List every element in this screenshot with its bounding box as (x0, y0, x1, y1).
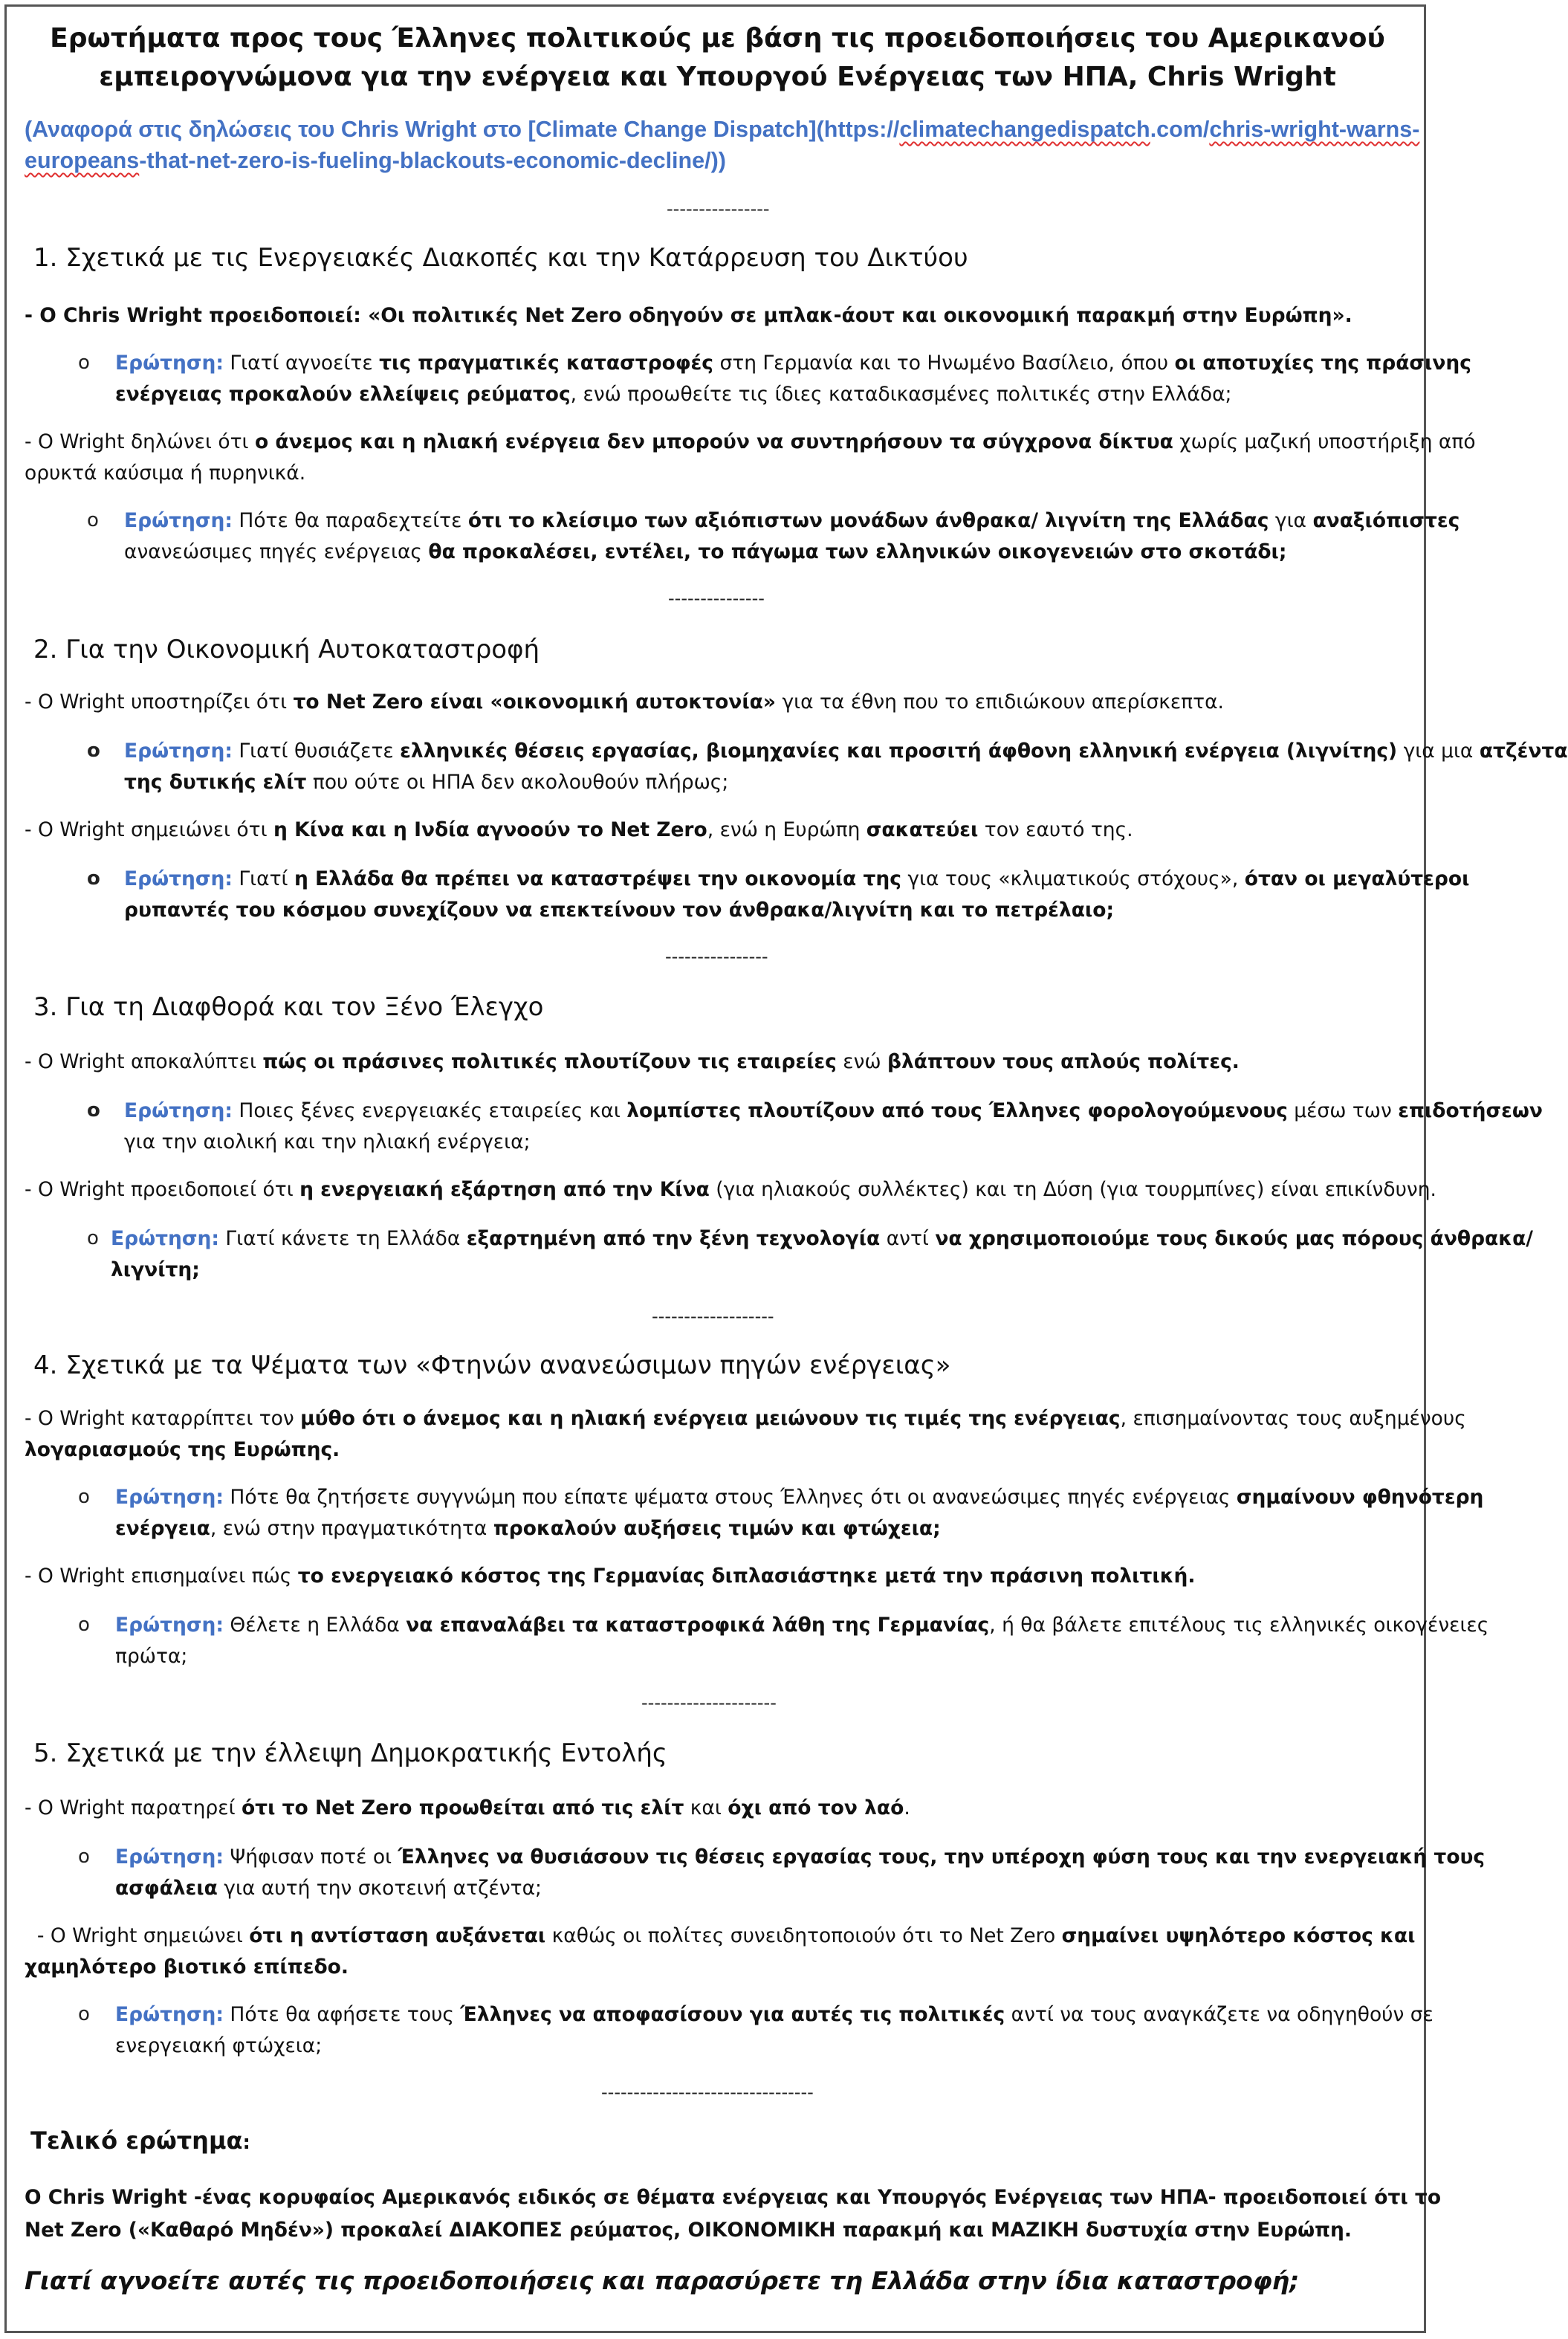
text: , ενώ προωθείτε τις ίδιες καταδικασμένες πολιτικές στην Ελλάδα; (570, 383, 1232, 406)
text: για τους «κλιματικούς στόχους», (901, 867, 1245, 890)
text-bold: οι αποτυχίες της πράσινης (1174, 352, 1471, 375)
question-line (115, 2003, 1433, 2026)
text: για αυτή την σκοτεινή ατζέντα; (217, 1877, 542, 1900)
statement (25, 1924, 1415, 1947)
text-bold: λομπίστες πλουτίζουν από τους Έλληνες φορολογούμενους (626, 1099, 1288, 1122)
bullet-icon: o (78, 352, 90, 374)
text-bold: σημαίνει υψηλότερο κόστος και (1061, 1924, 1416, 1947)
section-heading-4: 4. Σχετικά με τα Ψέματα των «Φτηνών ανανεώσιμων πηγών ενέργειας» (33, 1350, 951, 1380)
text: και (684, 1796, 728, 1819)
text: για (1269, 509, 1313, 532)
question-line (111, 1227, 1533, 1250)
question-line (115, 383, 1231, 406)
text: , ενώ στην πραγματικότητα (210, 1517, 493, 1540)
text-bold: της δυτικής ελίτ (124, 771, 307, 794)
text: (για ηλιακούς συλλέκτες) και τη Δύση (για τουρμπίνες) είναι επικίνδυνη. (709, 1178, 1436, 1201)
text: ανανεώσιμες πηγές ενέργειας (124, 540, 429, 563)
question-line (115, 352, 1471, 375)
text-bold: μύθο ότι ο άνεμος και η ηλιακή ενέργεια μειώνουν τις τιμές της ενέργειας (300, 1407, 1121, 1430)
bullet-icon: o (87, 1099, 100, 1122)
final-heading (30, 2126, 250, 2155)
question-line: λιγνίτη; (111, 1258, 200, 1281)
text-bold: η Κίνα και η Ινδία αγνοούν το Net Zero (273, 818, 707, 841)
statement (25, 1407, 1466, 1430)
question-line (115, 1845, 1485, 1869)
statement: - Ο Chris Wright προειδοποιεί: «Οι πολιτικές Net Zero οδηγούν σε μπλακ-άουτ και οικονομική παρακμή στην Ευρώπη». (25, 304, 1352, 327)
reference-link-part[interactable]: europeans (25, 148, 140, 173)
separator: ---------------- (665, 946, 768, 967)
separator: ------------------- (652, 1306, 774, 1327)
text: αντί (880, 1227, 936, 1250)
text: . (904, 1796, 910, 1819)
statement (25, 1565, 1195, 1588)
text-bold: να χρησιμοποιούμε τους δικούς μας πόρους άνθρακα/ (935, 1227, 1533, 1250)
text-bold: η Ελλάδα θα πρέπει να καταστρέψει την οικονομία της (294, 867, 901, 890)
text: Θέλετε η Ελλάδα (223, 1614, 406, 1637)
text: Πότε θα παραδεχτείτε (232, 509, 468, 532)
text-bold: σακατεύει (866, 818, 979, 841)
text: Πότε θα αφήσετε τους (223, 2003, 461, 2026)
text-bold: ενέργειας προκαλούν ελλείψεις ρεύματος (115, 383, 571, 406)
question-label: Ερώτηση: (124, 1099, 233, 1122)
text-bold: προκαλούν αυξήσεις τιμών και φτώχεια; (493, 1517, 941, 1540)
question-line (124, 867, 1469, 890)
title-line-1: Ερωτήματα προς τους Έλληνες πολιτικούς με βάση τις προειδοποιήσεις του Αμερικανού (50, 23, 1385, 54)
separator: --------------- (668, 588, 765, 609)
question-line (124, 1099, 1543, 1122)
question-line (115, 1614, 1488, 1637)
text: - Ο Wright αποκαλύπτει (25, 1050, 263, 1073)
text-bold: όταν οι μεγαλύτεροι (1244, 867, 1470, 890)
text: Πότε θα ζητήσετε συγγνώμη που είπατε ψέματα στους Έλληνες ότι οι ανανεώσιμες πηγές ενέργειας (223, 1486, 1237, 1509)
bullet-icon: o (87, 740, 100, 762)
text: - Ο Wright παρατηρεί (25, 1796, 242, 1819)
text-bold: Έλληνες να αποφασίσουν για αυτές τις πολιτικές (460, 2003, 1005, 2026)
bullet-icon: o (78, 1845, 90, 1868)
question-label: Ερώτηση: (124, 509, 233, 532)
statement (25, 430, 1476, 453)
reference-text: -that-net-zero-is-fueling-blackouts-economic-decline/)) (139, 148, 726, 173)
text: - Ο Wright υποστηρίζει ότι (25, 690, 294, 714)
statement: χαμηλότερο βιοτικό επίπεδο. (25, 1955, 349, 1979)
text: Ψήφισαν ποτέ οι (223, 1845, 398, 1869)
text: Ποιες ξένες ενεργειακές εταιρείες και (232, 1099, 627, 1122)
text-bold: το Net Zero είναι «οικονομική αυτοκτονία» (293, 690, 777, 714)
text-bold: ο άνεμος και η ηλιακή ενέργεια δεν μπορούν να συντηρήσουν τα σύγχρονα δίκτυα (254, 430, 1173, 453)
question-line: για την αιολική και την ηλιακή ενέργεια; (124, 1130, 531, 1154)
text: ενώ (836, 1050, 888, 1073)
question-label: Ερώτηση: (115, 352, 224, 375)
statement (25, 1050, 1240, 1073)
bullet-icon: o (87, 867, 100, 890)
text-bold: ότι το κλείσιμο των αξιόπιστων μονάδων άνθρακα/ λιγνίτη της Ελλάδας (467, 509, 1269, 532)
bullet-icon: o (87, 1227, 99, 1249)
text-bold: το ενεργειακό κόστος της Γερμανίας διπλασιάστηκε μετά την πράσινη πολιτική. (297, 1565, 1196, 1588)
closing-question: Γιατί αγνοείτε αυτές τις προειδοποιήσεις και παρασύρετε τη Ελλάδα στην ίδια καταστροφή; (25, 2266, 1300, 2295)
question-line: πρώτα; (115, 1645, 188, 1668)
text: Γιατί κάνετε τη Ελλάδα (218, 1227, 467, 1250)
text: για τα έθνη που το επιδιώκουν απερίσκεπτα. (776, 690, 1224, 714)
statement: ορυκτά καύσιμα ή πυρηνικά. (25, 462, 306, 485)
question-line (124, 540, 1286, 563)
question-line: ενεργειακή φτώχεια; (115, 2034, 323, 2057)
separator: --------------------- (641, 1692, 777, 1713)
question-line (124, 771, 728, 794)
question-label: Ερώτηση: (115, 2003, 224, 2026)
question-label: Ερώτηση: (124, 740, 233, 763)
question-line (124, 740, 1568, 763)
final-heading-text: Τελικό ερώτημα (30, 2126, 243, 2155)
text-bold: ότι η αντίσταση αυξάνεται (249, 1924, 546, 1947)
text-bold: εξαρτημένη από την ξένη τεχνολογία (466, 1227, 881, 1250)
text: αντί να τους αναγκάζετε να οδηγηθούν σε (1005, 2003, 1433, 2026)
question-line (124, 509, 1460, 532)
reference-text: .com/ (1150, 117, 1210, 142)
question-label: Ερώτηση: (115, 1614, 224, 1637)
section-heading-5: 5. Σχετικά με την έλλειψη Δημοκρατικής Εντολής (33, 1738, 667, 1768)
text: τον εαυτό της. (978, 818, 1133, 841)
statement (25, 1178, 1436, 1201)
section-heading-3: 3. Για τη Διαφθορά και τον Ξένο Έλεγχο (33, 992, 544, 1022)
text: - Ο Wright επισημαίνει πώς (25, 1565, 298, 1588)
bullet-icon: o (78, 1614, 90, 1636)
text-bold: ατζέντα (1479, 740, 1568, 763)
statement: λογαριασμούς της Ευρώπης. (25, 1438, 340, 1461)
question-line: ρυπαντές του κόσμου συνεχίζουν να επεκτείνουν τον άνθρακα/λιγνίτη και το πετρέλαιο; (124, 899, 1115, 922)
statement (25, 818, 1133, 841)
statement (25, 1796, 910, 1819)
text-bold: πώς οι πράσινες πολιτικές πλουτίζουν τις εταιρείες (262, 1050, 837, 1073)
text: Γιατί (232, 867, 294, 890)
text: - Ο Wright προειδοποιεί ότι (25, 1178, 300, 1201)
text-bold: η ενεργειακή εξάρτηση από την Κίνα (299, 1178, 710, 1201)
text: , επισημαίνοντας τους αυξημένους (1120, 1407, 1466, 1430)
reference-text: (Αναφορά στις δηλώσεις του Chris Wright στο [Climate Change Dispatch](https:// (25, 117, 900, 142)
text-bold: θα προκαλέσει, εντέλει, το πάγωμα των ελληνικών οικογενειών στο σκοτάδι; (428, 540, 1287, 563)
document-page (4, 4, 1568, 2333)
text-bold: ελληνικές θέσεις εργασίας, βιομηχανίες και προσιτή άφθονη ελληνική ενέργεια (λιγνίτης) (400, 740, 1398, 763)
question-line (115, 1877, 542, 1900)
final-body-line-1: O Chris Wright -ένας κορυφαίος Αμερικανός ειδικός σε θέματα ενέργειας και Υπουργός Ενέργειας των ΗΠΑ- προειδοποιεί ότι το (25, 2186, 1442, 2209)
text-bold: ενέργεια (115, 1517, 210, 1540)
title-line-2: εμπειρογνώμονα για την ενέργεια και Υπουργού Ενέργειας των ΗΠΑ, Chris Wright (99, 62, 1336, 92)
bullet-icon: o (78, 2003, 90, 2025)
question-label: Ερώτηση: (115, 1845, 224, 1869)
final-heading-colon: : (242, 2132, 250, 2154)
text: καθώς οι πολίτες συνειδητοποιούν ότι το Net Zero (545, 1924, 1062, 1947)
question-line (115, 1486, 1483, 1509)
reference-line-1 (25, 117, 1419, 143)
question-label: Ερώτηση: (111, 1227, 219, 1250)
question-label: Ερώτηση: (124, 867, 233, 890)
text-bold: όχι από τον λαό (728, 1796, 904, 1819)
text: που ούτε οι ΗΠΑ δεν ακολουθούν πλήρως; (306, 771, 729, 794)
text: στη Γερμανία και το Ηνωμένο Βασίλειο, όπου (713, 352, 1175, 375)
bullet-icon: o (78, 1486, 90, 1508)
text-bold: αναξιόπιστες (1312, 509, 1460, 532)
text: για μια (1397, 740, 1480, 763)
section-heading-2: 2. Για την Οικονομική Αυτοκαταστροφή (33, 635, 540, 664)
text: , ενώ η Ευρώπη (707, 818, 866, 841)
text: - Ο Wright σημειώνει ότι (25, 818, 273, 841)
statement (25, 690, 1224, 714)
section-heading-1: 1. Σχετικά με τις Ενεργειακές Διακοπές και την Κατάρρευση του Δικτύου (33, 243, 968, 273)
text-bold: να επαναλάβει τα καταστροφικά λάθη της Γερμανίας (406, 1614, 990, 1637)
text: χωρίς μαζική υποστήριξη από (1173, 430, 1476, 453)
text: , ή θα βάλετε επιτέλους τις ελληνικές οικογένειες (989, 1614, 1489, 1637)
text: μέσω των (1287, 1099, 1399, 1122)
separator: --------------------------------- (601, 2082, 814, 2103)
text: - Ο Wright καταρρίπτει τον (25, 1407, 301, 1430)
question-label: Ερώτηση: (115, 1486, 224, 1509)
text-bold: βλάπτουν τους απλούς πολίτες. (887, 1050, 1240, 1073)
reference-link-part[interactable]: chris-wright-warns- (1209, 117, 1420, 142)
text: Γιατί αγνοείτε (223, 352, 380, 375)
reference-line-2 (25, 148, 726, 174)
text-bold: Έλληνες να θυσιάσουν τις θέσεις εργασίας τους, την υπέροχη φύση τους και την ενεργειακή τους (398, 1845, 1486, 1869)
text: - Ο Wright σημειώνει (25, 1924, 250, 1947)
question-line (115, 1517, 941, 1540)
bullet-icon: o (87, 509, 99, 531)
final-body-line-2: Net Zero («Καθαρό Μηδέν») προκαλεί ΔΙΑΚΟΠΕΣ ρεύματος, ΟΙΚΟΝΟΜΙΚΗ παρακμή και ΜΑΖΙΚΗ δυστυχία στην Ευρώπη. (25, 2219, 1352, 2242)
text-bold: σημαίνουν φθηνότερη (1236, 1486, 1484, 1509)
text: Γιατί θυσιάζετε (232, 740, 401, 763)
separator: ---------------- (667, 198, 770, 219)
reference-link-part[interactable]: climatechangedispatch (899, 117, 1150, 142)
text-bold: ότι το Net Zero προωθείται από τις ελίτ (241, 1796, 684, 1819)
text-bold: τις πραγματικές καταστροφές (379, 352, 714, 375)
text-bold: ασφάλεια (115, 1877, 218, 1900)
text: - Ο Wright δηλώνει ότι (25, 430, 255, 453)
text-bold: επιδοτήσεων (1398, 1099, 1543, 1122)
